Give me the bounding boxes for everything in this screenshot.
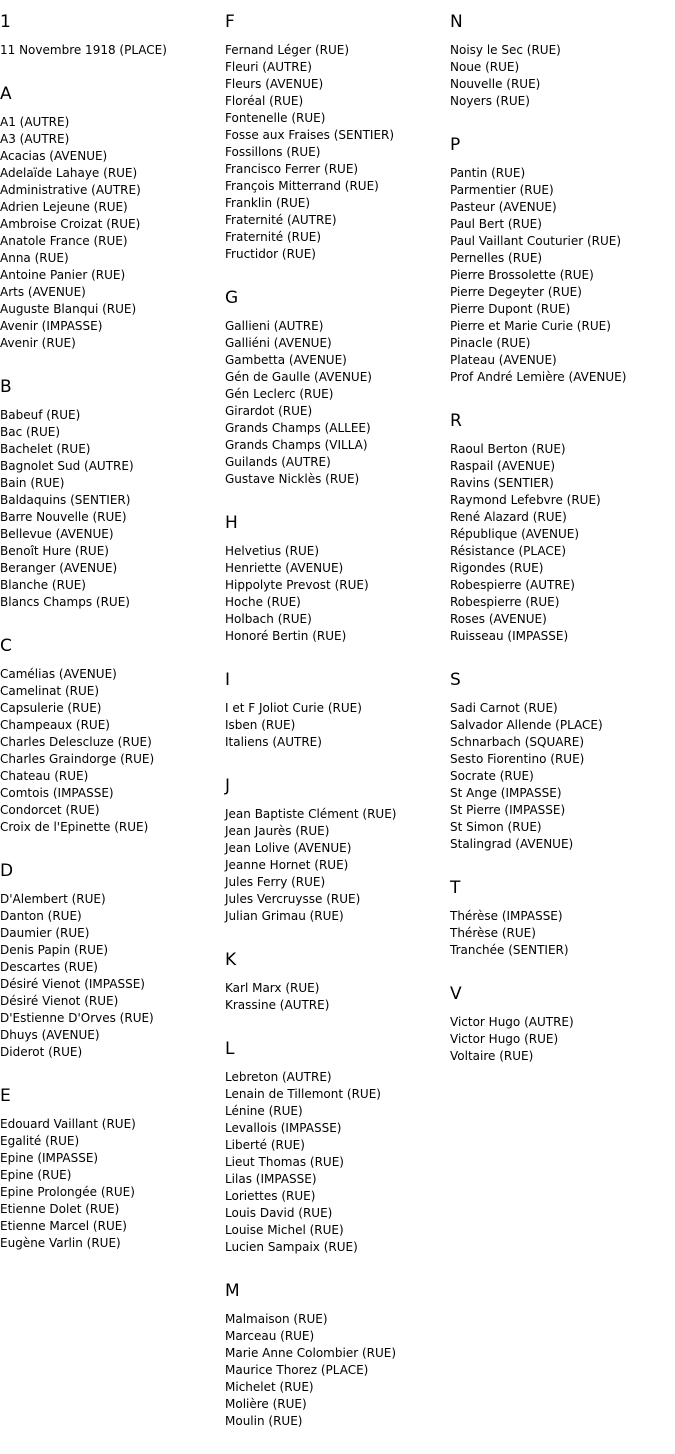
letter-section [450, 411, 675, 645]
street-list-item[interactable]: Résistance (PLACE) [450, 544, 566, 558]
street-list-item[interactable]: Molière (RUE) [225, 1397, 307, 1411]
street-list [225, 543, 450, 645]
street-list-item[interactable]: Désiré Vienot (IMPASSE) [0, 977, 145, 991]
street-list-item[interactable]: Dhuys (AVENUE) [0, 1028, 100, 1042]
street-list-item[interactable]: Francisco Ferrer (RUE) [225, 162, 359, 176]
street-list-item[interactable]: A3 (AUTRE) [0, 132, 70, 146]
street-list-item[interactable]: Lilas (IMPASSE) [225, 1172, 317, 1186]
street-list-item[interactable]: Ambroise Croizat (RUE) [0, 217, 141, 231]
street-list-item[interactable]: Beranger (AVENUE) [0, 561, 118, 575]
street-list-item[interactable]: Anna (RUE) [0, 251, 69, 265]
street-list-item[interactable]: Paul Bert (RUE) [450, 217, 542, 231]
section-letter-heading: H [225, 513, 238, 533]
street-list [225, 1069, 450, 1256]
street-list-item[interactable]: Louise Michel (RUE) [225, 1223, 344, 1237]
letter-section [0, 84, 225, 352]
street-list-item[interactable]: Marceau (RUE) [225, 1329, 315, 1343]
street-list-item[interactable]: Michelet (RUE) [225, 1380, 314, 1394]
street-list-item[interactable]: Holbach (RUE) [225, 612, 312, 626]
street-list-item[interactable]: Adrien Lejeune (RUE) [0, 200, 128, 214]
street-list-item[interactable]: Robespierre (RUE) [450, 595, 560, 609]
letter-section [0, 636, 225, 836]
section-letter-heading: N [450, 12, 463, 32]
street-list-item[interactable]: Italiens (AUTRE) [225, 735, 322, 749]
street-list-item[interactable]: Hippolyte Prevost (RUE) [225, 578, 369, 592]
letter-section [225, 12, 450, 263]
street-list [450, 42, 675, 110]
street-list-item[interactable]: Avenir (RUE) [0, 336, 76, 350]
street-list-item[interactable]: Condorcet (RUE) [0, 803, 100, 817]
street-list-item[interactable]: Administrative (AUTRE) [0, 183, 141, 197]
street-list-item[interactable]: Gallieni (AUTRE) [225, 319, 324, 333]
street-list [450, 908, 675, 959]
street-list [225, 1311, 450, 1430]
street-list-item[interactable]: Fleurs (AVENUE) [225, 77, 324, 91]
street-list-item[interactable]: Julian Grimau (RUE) [225, 909, 344, 923]
street-list [225, 806, 450, 925]
street-list [0, 42, 225, 59]
street-list-item[interactable]: Floréal (RUE) [225, 94, 304, 108]
section-letter-heading: M [225, 1281, 240, 1301]
street-list-item[interactable]: Malmaison (RUE) [225, 1312, 328, 1326]
street-list [450, 165, 675, 386]
street-list-item[interactable]: Fontenelle (RUE) [225, 111, 326, 125]
street-list-item[interactable]: Robespierre (AUTRE) [450, 578, 575, 592]
section-letter-heading: I [225, 670, 231, 690]
section-letter-heading: L [225, 1039, 235, 1059]
street-list-item[interactable]: Roses (AVENUE) [450, 612, 547, 626]
street-list [225, 700, 450, 751]
street-list-item[interactable]: Bac (RUE) [0, 425, 61, 439]
street-list-item[interactable]: Diderot (RUE) [0, 1045, 83, 1059]
section-letter-heading: T [450, 878, 461, 898]
street-list-item[interactable]: Fleuri (AUTRE) [225, 60, 312, 74]
street-list-item[interactable]: Ruisseau (IMPASSE) [450, 629, 569, 643]
street-list-item[interactable]: Bachelet (RUE) [0, 442, 91, 456]
street-list [0, 114, 225, 352]
street-list-item[interactable]: Blancs Champs (RUE) [0, 595, 130, 609]
street-list-item[interactable]: Fraternité (RUE) [225, 230, 322, 244]
street-list [450, 441, 675, 645]
section-letter-heading: R [450, 411, 462, 431]
letter-section [0, 12, 225, 59]
index-column [225, 0, 450, 1430]
street-list-item[interactable]: Jean Baptiste Clément (RUE) [225, 807, 397, 821]
street-list-item[interactable]: Epine Prolongée (RUE) [0, 1185, 135, 1199]
street-list-item[interactable]: Grands Champs (ALLEE) [225, 421, 371, 435]
street-list-item[interactable]: Camelinat (RUE) [0, 684, 100, 698]
street-list-item[interactable]: Prof André Lemière (AVENUE) [450, 370, 627, 384]
letter-section [450, 984, 675, 1065]
street-list-item[interactable]: Pantin (RUE) [450, 166, 526, 180]
street-list-item[interactable]: Charles Delescluze (RUE) [0, 735, 152, 749]
street-list-item[interactable]: Fructidor (RUE) [225, 247, 316, 261]
section-letter-heading: C [0, 636, 12, 656]
street-list-item[interactable]: Pinacle (RUE) [450, 336, 531, 350]
street-list-item[interactable]: Victor Hugo (AUTRE) [450, 1015, 574, 1029]
street-list-item[interactable]: Etienne Dolet (RUE) [0, 1202, 120, 1216]
street-list-item[interactable]: Gambetta (AVENUE) [225, 353, 347, 367]
street-list-item[interactable]: Honoré Bertin (RUE) [225, 629, 347, 643]
street-list-item[interactable]: Plateau (AVENUE) [450, 353, 557, 367]
section-letter-heading: G [225, 288, 239, 308]
street-list [0, 666, 225, 836]
street-list-item[interactable]: Levallois (IMPASSE) [225, 1121, 342, 1135]
street-list-item[interactable]: Sadi Carnot (RUE) [450, 701, 558, 715]
street-list-item[interactable]: Arts (AVENUE) [0, 285, 86, 299]
street-list-item[interactable]: Maurice Thorez (PLACE) [225, 1363, 369, 1377]
street-list-item[interactable]: Marie Anne Colombier (RUE) [225, 1346, 397, 1360]
street-list-item[interactable]: Victor Hugo (RUE) [450, 1032, 559, 1046]
street-list [0, 1116, 225, 1252]
section-letter-heading: A [0, 84, 12, 104]
street-list-item[interactable]: Champeaux (RUE) [0, 718, 110, 732]
street-list-item[interactable]: Jules Ferry (RUE) [225, 875, 326, 889]
section-letter-heading: J [225, 776, 231, 796]
street-list-item[interactable]: Henriette (AVENUE) [225, 561, 344, 575]
street-list [0, 407, 225, 611]
street-list-item[interactable]: Grands Champs (VILLA) [225, 438, 368, 452]
street-list-item[interactable]: Comtois (IMPASSE) [0, 786, 114, 800]
street-list-item[interactable]: Liberté (RUE) [225, 1138, 305, 1152]
section-letter-heading: V [450, 984, 462, 1004]
street-list-item[interactable]: Jean Jaurès (RUE) [225, 824, 330, 838]
street-list-item[interactable]: Fraternité (AUTRE) [225, 213, 337, 227]
street-list-item[interactable]: Gén de Gaulle (AVENUE) [225, 370, 372, 384]
street-list-item[interactable]: Fossillons (RUE) [225, 145, 321, 159]
street-list-item[interactable]: Sesto Fiorentino (RUE) [450, 752, 585, 766]
street-list-item[interactable]: Noisy le Sec (RUE) [450, 43, 561, 57]
street-list-item[interactable]: Charles Graindorge (RUE) [0, 752, 155, 766]
street-list-item[interactable]: D'Estienne D'Orves (RUE) [0, 1011, 154, 1025]
street-list-item[interactable]: Jules Vercruysse (RUE) [225, 892, 361, 906]
letter-section [225, 513, 450, 645]
street-list-item[interactable]: Etienne Marcel (RUE) [0, 1219, 127, 1233]
street-list [450, 700, 675, 853]
street-list-item[interactable]: Ravins (SENTIER) [450, 476, 554, 490]
letter-section [225, 950, 450, 1014]
street-list-item[interactable]: Raoul Berton (RUE) [450, 442, 566, 456]
street-list-item[interactable]: Raspail (AVENUE) [450, 459, 556, 473]
street-list-item[interactable]: Denis Papin (RUE) [0, 943, 109, 957]
section-letter-heading: B [0, 377, 12, 397]
street-list-item[interactable]: Raymond Lefebvre (RUE) [450, 493, 601, 507]
letter-section [0, 861, 225, 1061]
street-list-item[interactable]: Pierre Degeyter (RUE) [450, 285, 582, 299]
street-list-item[interactable]: Moulin (RUE) [225, 1414, 303, 1428]
street-list-item[interactable]: Galliéni (AVENUE) [225, 336, 332, 350]
letter-section [225, 1281, 450, 1430]
street-list-item[interactable]: Louis David (RUE) [225, 1206, 333, 1220]
street-list [450, 1014, 675, 1065]
street-list-item[interactable]: République (AVENUE) [450, 527, 580, 541]
street-list-item[interactable]: Baldaquins (SENTIER) [0, 493, 131, 507]
street-list-item[interactable]: Avenir (IMPASSE) [0, 319, 103, 333]
street-list-item[interactable]: Pasteur (AVENUE) [450, 200, 557, 214]
street-list-item[interactable]: Eugène Varlin (RUE) [0, 1236, 121, 1250]
street-list-item[interactable]: St Simon (RUE) [450, 820, 542, 834]
street-list-item[interactable]: Benoît Hure (RUE) [0, 544, 109, 558]
street-list-item[interactable]: Noue (RUE) [450, 60, 520, 74]
street-list-item[interactable]: Loriettes (RUE) [225, 1189, 316, 1203]
street-list-item[interactable]: Jean Lolive (AVENUE) [225, 841, 352, 855]
street-list-item[interactable]: Lénine (RUE) [225, 1104, 303, 1118]
street-list-item[interactable]: Rigondes (RUE) [450, 561, 544, 575]
street-list-item[interactable]: Antoine Panier (RUE) [0, 268, 126, 282]
street-list-item[interactable]: Epine (RUE) [0, 1168, 72, 1182]
street-list-item[interactable]: Schnarbach (SQUARE) [450, 735, 585, 749]
street-list-item[interactable]: St Pierre (IMPASSE) [450, 803, 566, 817]
street-list-item[interactable]: Gén Leclerc (RUE) [225, 387, 334, 401]
section-letter-heading: K [225, 950, 237, 970]
street-list-item[interactable]: Bain (RUE) [0, 476, 65, 490]
street-list-item[interactable]: Barre Nouvelle (RUE) [0, 510, 127, 524]
section-letter-heading: S [450, 670, 461, 690]
letter-section [450, 878, 675, 959]
street-list-item[interactable]: Anatole France (RUE) [0, 234, 128, 248]
section-letter-heading: 1 [0, 12, 11, 32]
letter-section [450, 135, 675, 386]
street-list-item[interactable]: Voltaire (RUE) [450, 1049, 534, 1063]
street-list-item[interactable]: Lucien Sampaix (RUE) [225, 1240, 358, 1254]
street-list-item[interactable]: Guilands (AUTRE) [225, 455, 331, 469]
street-list-item[interactable]: Pernelles (RUE) [450, 251, 543, 265]
street-list-item[interactable]: Edouard Vaillant (RUE) [0, 1117, 136, 1131]
street-list-item[interactable]: A1 (AUTRE) [0, 115, 70, 129]
street-list [225, 980, 450, 1014]
street-list-item[interactable]: Thérèse (IMPASSE) [450, 909, 563, 923]
street-list-item[interactable]: Auguste Blanqui (RUE) [0, 302, 137, 316]
street-list-item[interactable]: Paul Vaillant Couturier (RUE) [450, 234, 622, 248]
section-letter-heading: P [450, 135, 461, 155]
street-list-item[interactable]: Salvador Allende (PLACE) [450, 718, 603, 732]
street-list [225, 42, 450, 263]
street-list-item[interactable]: Socrate (RUE) [450, 769, 534, 783]
street-list-item[interactable]: Tranchée (SENTIER) [450, 943, 569, 957]
street-list-item[interactable]: François Mitterrand (RUE) [225, 179, 379, 193]
street-list-item[interactable]: Thérèse (RUE) [450, 926, 536, 940]
street-list-item[interactable]: Fernand Léger (RUE) [225, 43, 350, 57]
street-list-item[interactable]: Blanche (RUE) [0, 578, 86, 592]
street-list-item[interactable]: Adelaïde Lahaye (RUE) [0, 166, 138, 180]
street-list-item[interactable]: Jeanne Hornet (RUE) [225, 858, 349, 872]
street-list-item[interactable]: Bellevue (AVENUE) [0, 527, 114, 541]
street-list-item[interactable]: Acacias (AVENUE) [0, 149, 108, 163]
street-list [225, 318, 450, 488]
street-list-item[interactable]: Lieut Thomas (RUE) [225, 1155, 344, 1169]
street-list-item[interactable]: Fosse aux Fraises (SENTIER) [225, 128, 395, 142]
street-list-item[interactable]: Epine (IMPASSE) [0, 1151, 99, 1165]
street-list-item[interactable]: Helvetius (RUE) [225, 544, 320, 558]
street-list-item[interactable]: Nouvelle (RUE) [450, 77, 541, 91]
letter-section [450, 12, 675, 110]
street-list [0, 891, 225, 1061]
letter-section [450, 670, 675, 853]
street-list-item[interactable]: Noyers (RUE) [450, 94, 530, 108]
index-column [450, 0, 675, 1065]
street-list-item[interactable]: Lebreton (AUTRE) [225, 1070, 332, 1084]
street-list-item[interactable]: Descartes (RUE) [0, 960, 98, 974]
street-list-item[interactable]: Pierre et Marie Curie (RUE) [450, 319, 611, 333]
street-list-item[interactable]: Stalingrad (AVENUE) [450, 837, 574, 851]
street-list-item[interactable]: Croix de l'Epinette (RUE) [0, 820, 149, 834]
street-list-item[interactable]: René Alazard (RUE) [450, 510, 567, 524]
letter-section [225, 1039, 450, 1256]
street-list-item[interactable]: D'Alembert (RUE) [0, 892, 106, 906]
street-list-item[interactable]: 11 Novembre 1918 (PLACE) [0, 43, 167, 57]
street-list-item[interactable]: Chateau (RUE) [0, 769, 89, 783]
letter-section [225, 776, 450, 925]
street-list-item[interactable]: Franklin (RUE) [225, 196, 311, 210]
street-list-item[interactable]: St Ange (IMPASSE) [450, 786, 562, 800]
street-list-item[interactable]: I et F Joliot Curie (RUE) [225, 701, 362, 715]
street-list-item[interactable]: Hoche (RUE) [225, 595, 301, 609]
section-letter-heading: F [225, 12, 235, 32]
street-list-item[interactable]: Camélias (AVENUE) [0, 667, 117, 681]
section-letter-heading: E [0, 1086, 11, 1106]
street-list-item[interactable]: Parmentier (RUE) [450, 183, 554, 197]
street-list-item[interactable]: Bagnolet Sud (AUTRE) [0, 459, 134, 473]
street-list-item[interactable]: Lenain de Tillemont (RUE) [225, 1087, 381, 1101]
street-list-item[interactable]: Egalité (RUE) [0, 1134, 80, 1148]
letter-section [0, 1086, 225, 1252]
street-list-item[interactable]: Isben (RUE) [225, 718, 296, 732]
street-list-item[interactable]: Krassine (AUTRE) [225, 998, 330, 1012]
street-list-item[interactable]: Capsulerie (RUE) [0, 701, 102, 715]
street-list-item[interactable]: Pierre Dupont (RUE) [450, 302, 571, 316]
street-list-item[interactable]: Gustave Nicklès (RUE) [225, 472, 360, 486]
letter-section [225, 288, 450, 488]
index-column [0, 0, 225, 1252]
street-list-item[interactable]: Girardot (RUE) [225, 404, 313, 418]
street-list-item[interactable]: Babeuf (RUE) [0, 408, 81, 422]
street-list-item[interactable]: Karl Marx (RUE) [225, 981, 320, 995]
street-list-item[interactable]: Pierre Brossolette (RUE) [450, 268, 594, 282]
street-list-item[interactable]: Danton (RUE) [0, 909, 82, 923]
street-list-item[interactable]: Daumier (RUE) [0, 926, 90, 940]
letter-section [225, 670, 450, 751]
street-list-item[interactable]: Désiré Vienot (RUE) [0, 994, 119, 1008]
section-letter-heading: D [0, 861, 14, 881]
letter-section [0, 377, 225, 611]
